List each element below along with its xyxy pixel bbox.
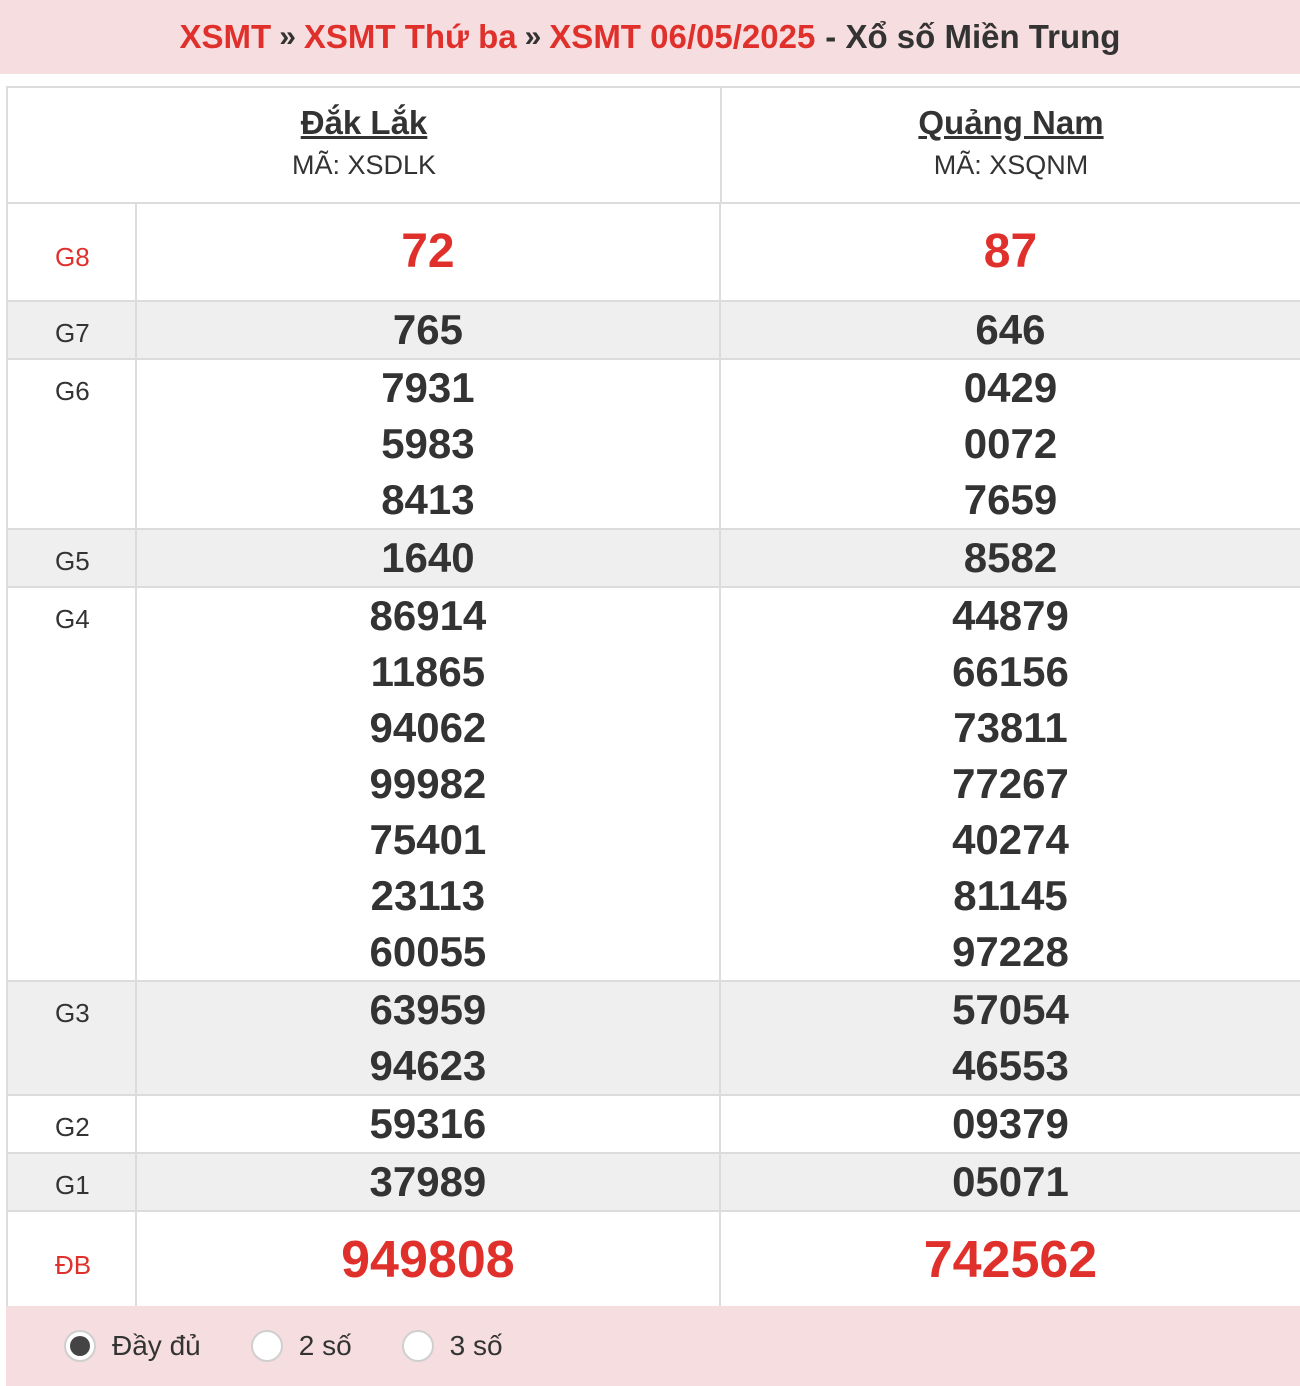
result-number: 1640 bbox=[381, 534, 475, 581]
result-number: 765 bbox=[392, 306, 463, 353]
option-2-digits[interactable] bbox=[251, 1330, 352, 1362]
result-number: 63959 bbox=[369, 986, 487, 1033]
prize-cell bbox=[721, 1154, 1300, 1210]
prize-cell bbox=[721, 982, 1300, 1094]
province-link-dak-lak[interactable]: Đắk Lắk bbox=[300, 104, 428, 141]
page-title-suffix: - Xổ số Miền Trung bbox=[825, 18, 1121, 55]
result-number: 7659 bbox=[963, 476, 1058, 523]
result-number: 81145 bbox=[953, 872, 1068, 919]
result-number: 11865 bbox=[370, 648, 486, 695]
prize-row bbox=[8, 530, 1300, 588]
radio-3-digits[interactable] bbox=[402, 1330, 434, 1362]
result-number: 46553 bbox=[952, 1042, 1069, 1089]
prize-row bbox=[8, 302, 1300, 360]
result-number: 87 bbox=[983, 225, 1038, 278]
prize-label: G7 bbox=[8, 302, 137, 358]
province-link-quang-nam[interactable]: Quảng Nam bbox=[918, 104, 1104, 141]
result-number: 05071 bbox=[952, 1158, 1069, 1205]
option-3-digits[interactable] bbox=[402, 1330, 503, 1362]
breadcrumb-link-xsmt[interactable]: XSMT bbox=[179, 18, 272, 55]
result-number: 0072 bbox=[963, 420, 1058, 467]
result-number: 7931 bbox=[381, 364, 475, 411]
prize-label: G6 bbox=[8, 360, 137, 528]
result-number: 23113 bbox=[370, 872, 486, 919]
result-number: 09379 bbox=[952, 1100, 1069, 1147]
prize-cell bbox=[721, 204, 1300, 300]
result-number: 40274 bbox=[952, 816, 1069, 863]
result-number: 94623 bbox=[369, 1042, 487, 1089]
result-number: 99982 bbox=[369, 760, 487, 807]
prize-label: G8 bbox=[8, 204, 137, 300]
radio-2-digits[interactable] bbox=[251, 1330, 283, 1362]
prize-row bbox=[8, 1154, 1300, 1212]
prize-cell bbox=[721, 302, 1300, 358]
prize-cell bbox=[137, 1154, 721, 1210]
prize-label: G5 bbox=[8, 530, 137, 586]
prize-cell bbox=[721, 588, 1300, 980]
breadcrumb-separator: » bbox=[279, 20, 296, 53]
result-number: 86914 bbox=[369, 592, 487, 639]
result-number: 742562 bbox=[923, 1231, 1098, 1289]
result-number: 37989 bbox=[369, 1158, 487, 1205]
prize-cell bbox=[721, 530, 1300, 586]
result-number: 0429 bbox=[963, 364, 1058, 411]
radio-selected-dot bbox=[70, 1336, 90, 1356]
result-number: 77267 bbox=[952, 760, 1069, 807]
result-number: 59316 bbox=[369, 1100, 487, 1147]
display-options-bar bbox=[6, 1306, 1300, 1386]
result-number: 72 bbox=[401, 225, 455, 278]
prize-row bbox=[8, 360, 1300, 530]
prize-cell bbox=[137, 982, 721, 1094]
prize-row bbox=[8, 1212, 1300, 1310]
prize-cell bbox=[137, 204, 721, 300]
prize-row bbox=[8, 1096, 1300, 1154]
result-number: 5983 bbox=[381, 420, 475, 467]
province-code: MÃ: XSDLK bbox=[291, 150, 437, 180]
result-number: 949808 bbox=[341, 1231, 515, 1289]
option-label: 3 số bbox=[449, 1330, 503, 1361]
result-number: 44879 bbox=[952, 592, 1069, 639]
breadcrumb bbox=[0, 0, 1300, 74]
province-header-quang-nam bbox=[722, 88, 1300, 202]
prize-label: G4 bbox=[8, 588, 137, 980]
option-label: Đầy đủ bbox=[112, 1330, 201, 1361]
result-number: 646 bbox=[975, 306, 1046, 353]
province-header-dak-lak bbox=[8, 88, 722, 202]
result-number: 57054 bbox=[952, 986, 1069, 1033]
prize-label: G2 bbox=[8, 1096, 137, 1152]
prize-row bbox=[8, 204, 1300, 302]
breadcrumb-separator: » bbox=[524, 20, 542, 53]
result-number: 8582 bbox=[963, 534, 1058, 581]
prize-label: G1 bbox=[8, 1154, 137, 1210]
option-label: 2 số bbox=[298, 1330, 352, 1361]
result-number: 60055 bbox=[369, 928, 487, 975]
breadcrumb-link-xsmt-date[interactable]: XSMT 06/05/2025 bbox=[549, 18, 816, 55]
prize-cell bbox=[137, 360, 721, 528]
province-code: MÃ: XSQNM bbox=[933, 150, 1089, 180]
result-number: 75401 bbox=[369, 816, 487, 863]
result-number: 66156 bbox=[952, 648, 1069, 695]
prize-row bbox=[8, 588, 1300, 982]
prize-cell bbox=[137, 1096, 721, 1152]
prize-row bbox=[8, 982, 1300, 1096]
prize-cell bbox=[137, 588, 721, 980]
result-number: 97228 bbox=[952, 928, 1069, 975]
result-number: 8413 bbox=[381, 476, 475, 523]
province-header-row bbox=[8, 88, 1300, 204]
prize-cell bbox=[721, 1096, 1300, 1152]
breadcrumb-link-xsmt-thu-ba[interactable]: XSMT Thứ ba bbox=[303, 18, 517, 55]
prize-cell bbox=[137, 530, 721, 586]
radio-full[interactable] bbox=[64, 1330, 96, 1362]
prize-label: ĐB bbox=[8, 1212, 137, 1308]
result-number: 73811 bbox=[953, 704, 1068, 751]
option-full[interactable] bbox=[64, 1330, 201, 1362]
result-number: 94062 bbox=[369, 704, 487, 751]
prize-cell bbox=[137, 1212, 721, 1308]
prize-label: G3 bbox=[8, 982, 137, 1094]
prize-cell bbox=[721, 360, 1300, 528]
prize-cell bbox=[721, 1212, 1300, 1308]
results-table bbox=[6, 86, 1300, 1310]
prize-cell bbox=[137, 302, 721, 358]
